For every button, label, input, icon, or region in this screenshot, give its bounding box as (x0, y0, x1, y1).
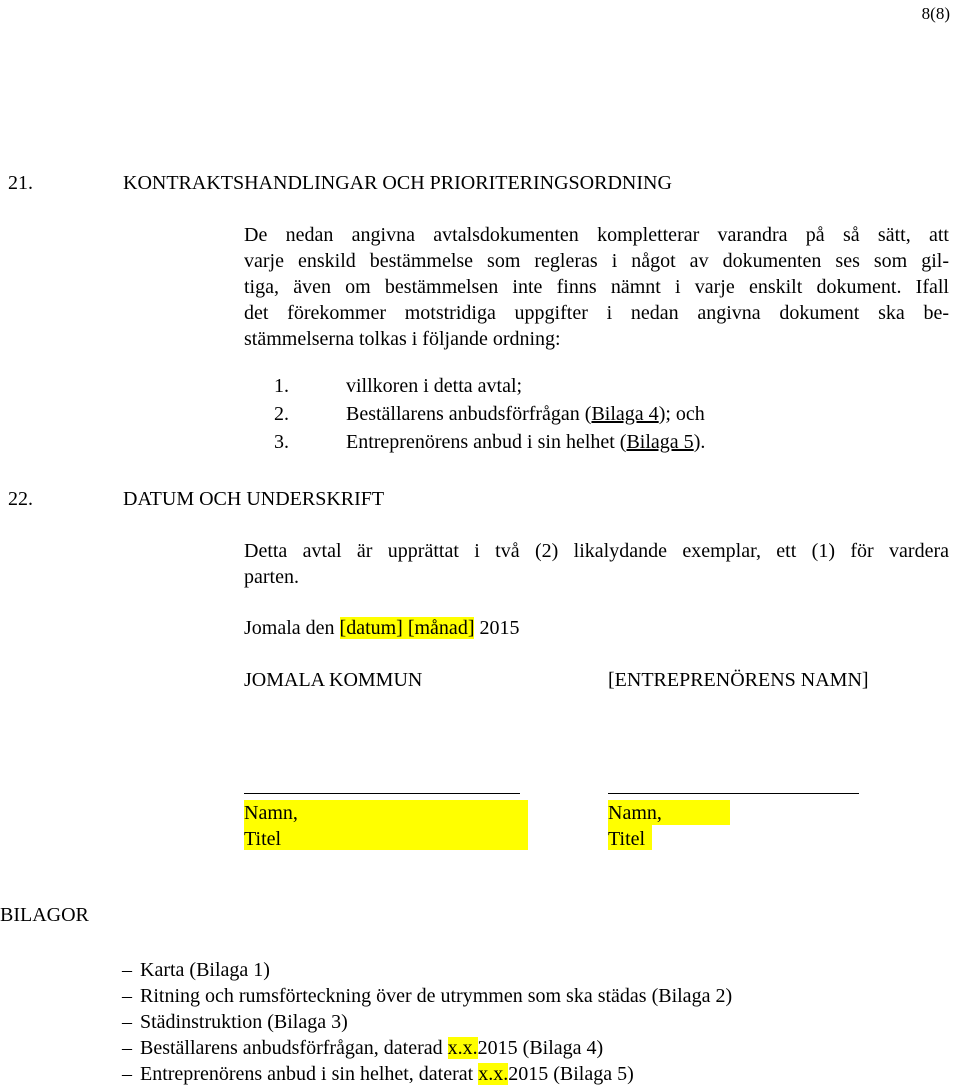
bilaga-text: Ritning och rumsförteckning över de utrymmen som ska städas (Bilaga 2) (140, 985, 733, 1007)
section-21-paragraph (244, 222, 949, 352)
bilaga-item (122, 957, 270, 983)
date-placeholder: x.x. (447, 1037, 478, 1059)
paragraph-line: stämmelserna tolkas i följande ordning: (244, 328, 561, 350)
section-21-number: 21. (8, 172, 33, 194)
priority-list-item (274, 403, 705, 429)
dash-bullet: – (122, 1011, 132, 1033)
party-right: [ENTREPRENÖRENS NAMN] (608, 669, 869, 691)
date-placeholder: [datum] [månad] (339, 617, 475, 639)
paragraph-line: det förekommer motstridiga uppgifter i nedan angivna dokument ska be- (244, 302, 949, 324)
list-number: 2. (274, 403, 289, 425)
list-text: ); och (658, 403, 705, 425)
year-text: 2015 (474, 617, 520, 639)
section-22-paragraph (244, 538, 949, 590)
dash-bullet: – (122, 959, 132, 981)
signatory-title: Titel (244, 828, 282, 850)
bilaga-reference: Bilaga 4 (591, 403, 659, 425)
place-date-line (244, 617, 519, 640)
bilaga-item (122, 1035, 603, 1061)
list-text: villkoren i detta avtal; (346, 375, 523, 397)
list-text: ). (693, 431, 706, 453)
list-text: Entreprenörens anbud i sin helhet ( (346, 431, 627, 453)
signature-line-left (244, 793, 520, 794)
dash-bullet: – (122, 985, 132, 1007)
signatory-title: Titel (608, 828, 646, 850)
bilagor-heading: BILAGOR (0, 904, 89, 926)
bilaga-item (122, 983, 732, 1009)
paragraph-line: varje enskild bestämmelse som regleras i något av dokumenten ses som gil- (244, 250, 949, 272)
section-21-title: KONTRAKTSHANDLINGAR OCH PRIORITERINGSORDNING (123, 172, 672, 194)
bilaga-item (122, 1061, 634, 1087)
bilaga-text: Entreprenörens anbud i sin helhet, daterat (140, 1063, 479, 1085)
list-number: 1. (274, 375, 289, 397)
signatory-right (608, 800, 662, 852)
party-left: JOMALA KOMMUN (244, 669, 423, 691)
bilaga-reference: Bilaga 5 (626, 431, 694, 453)
signature-line-right (608, 793, 859, 794)
bilaga-item (122, 1009, 348, 1035)
page-number: 8(8) (921, 4, 950, 23)
bilaga-text: Städinstruktion (Bilaga 3) (140, 1011, 348, 1033)
paragraph-line: parten. (244, 566, 299, 588)
dash-bullet: – (122, 1063, 132, 1085)
bilaga-text: Karta (Bilaga 1) (140, 959, 270, 981)
list-number: 3. (274, 431, 289, 453)
date-placeholder: x.x. (478, 1063, 509, 1085)
bilaga-text: 2015 (Bilaga 5) (508, 1063, 634, 1085)
signatory-name: Namn, (608, 802, 662, 824)
list-text: Beställarens anbudsförfrågan ( (346, 403, 592, 425)
signatory-left (244, 800, 298, 852)
bilaga-text: Beställarens anbudsförfrågan, daterad (140, 1037, 448, 1059)
bilaga-text: 2015 (Bilaga 4) (477, 1037, 604, 1059)
priority-list-item (274, 431, 705, 457)
paragraph-line: De nedan angivna avtalsdokumenten kompletterar varandra på så sätt, att (244, 224, 949, 246)
signatory-name: Namn, (244, 802, 298, 824)
paragraph-line: Detta avtal är upprättat i två (2) likalydande exemplar, ett (1) för vardera (244, 540, 949, 562)
section-22-number: 22. (8, 488, 33, 510)
priority-list-item (274, 375, 522, 401)
section-22-title: DATUM OCH UNDERSKRIFT (123, 488, 385, 510)
place-text: Jomala den (244, 617, 340, 639)
paragraph-line: tiga, även om bestämmelsen inte finns nämnt i varje enskilt dokument. Ifall (244, 276, 949, 298)
dash-bullet: – (122, 1037, 132, 1059)
